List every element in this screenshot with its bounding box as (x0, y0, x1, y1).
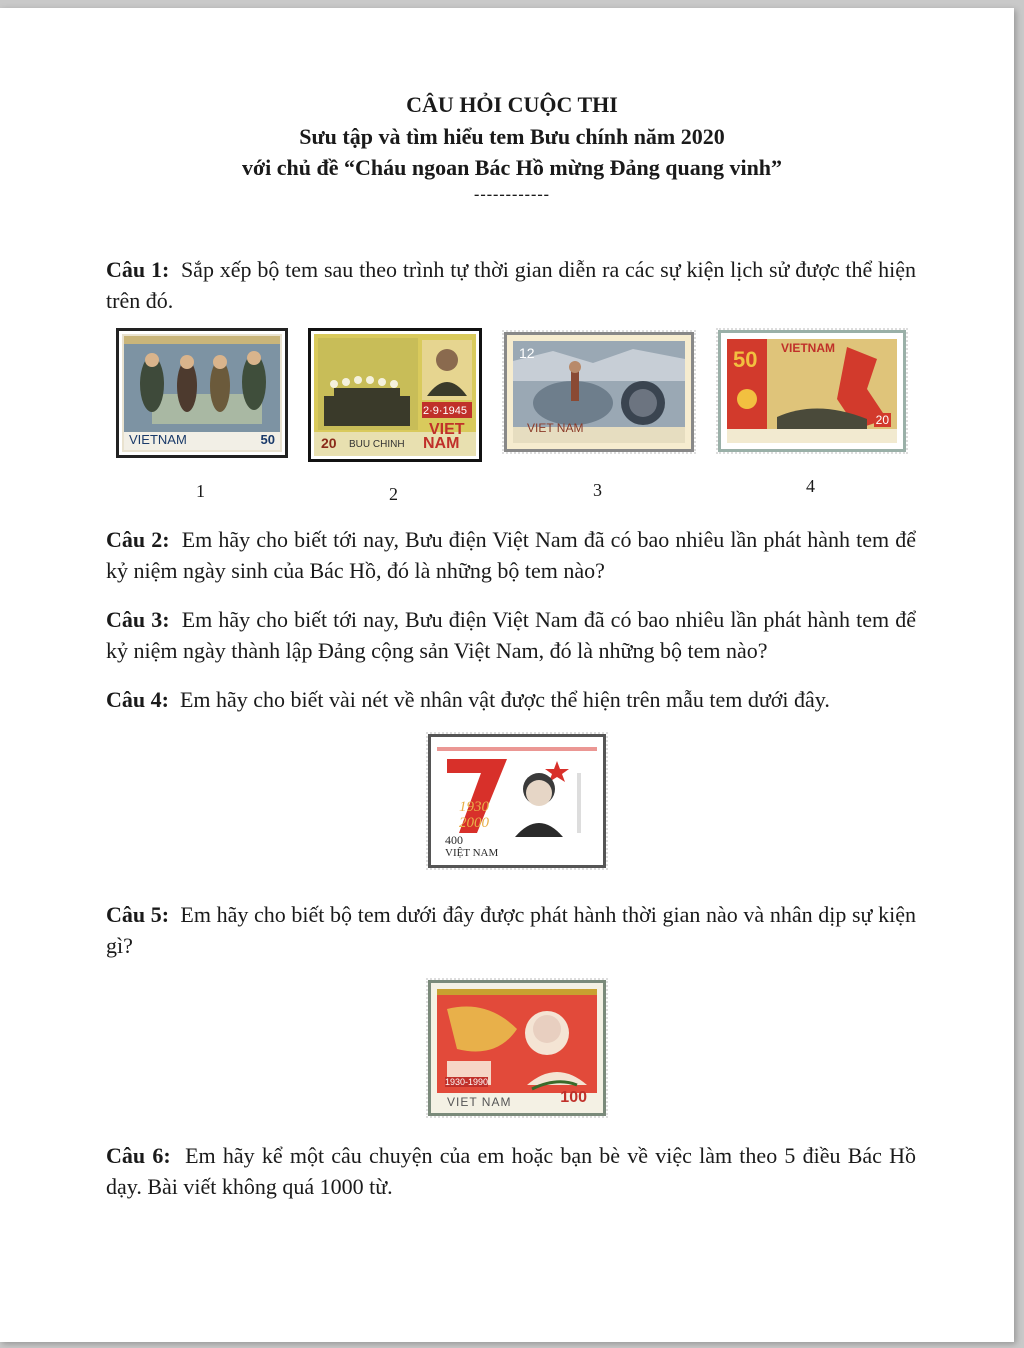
stamp-3 (504, 332, 694, 452)
question-text: Em hãy cho biết tới nay, Bưu điện Việt Nam đã có bao nhiêu lần phát hành tem để kỷ niệm ngày sinh của Bác Hồ, đó là những bộ tem nào? (106, 527, 916, 583)
question-4 (106, 684, 916, 715)
stamp-5-year-end: 2000 (459, 815, 489, 831)
stamp-2-caption: BUU CHINH (349, 439, 405, 450)
question-1 (106, 254, 916, 316)
stamp-2-value: 20 (321, 435, 337, 451)
stamp-2-number: 2 (389, 484, 398, 504)
question-text: Sắp xếp bộ tem sau theo trình tự thời gian diễn ra các sự kiện lịch sử được thể hiện trên đó. (106, 257, 917, 313)
stamp-5-country: VIỆT NAM (445, 847, 499, 859)
stamp-1-country: VIETNAM (129, 432, 187, 447)
doc-subtitle: Sưu tập và tìm hiểu tem Bưu chính năm 2020 (299, 124, 725, 149)
question-label: Câu 3: (106, 607, 170, 632)
question-label: Câu 5: (106, 902, 170, 927)
stamp-6-country: VIET NAM (447, 1095, 512, 1109)
question-3 (106, 604, 916, 666)
stamp-6-value: 100 (560, 1089, 587, 1106)
stamp-4-number: 4 (806, 476, 815, 496)
stamp-4 (718, 330, 906, 452)
doc-theme: với chủ đề “Cháu ngoan Bác Hồ mừng Đảng quang vinh” (241, 155, 783, 180)
stamp-4-value: 20 (875, 413, 889, 427)
question-label: Câu 4: (106, 687, 169, 712)
stamp-2-date: 2·9·1945 (423, 405, 468, 417)
question-text: Em hãy kể một câu chuyện của em hoặc bạn bè về việc làm theo 5 điều Bác Hồ dạy. Bài viết không quá 1000 từ. (106, 1143, 917, 1199)
question-label: Câu 2: (106, 527, 170, 552)
stamp-1-value: 50 (260, 432, 275, 447)
stamp-3-number: 3 (593, 480, 602, 500)
stamp-3-country: VIET NAM (527, 421, 584, 435)
stamp-6-years: 1930-1990 (445, 1077, 489, 1087)
title-separator: ------------ (474, 186, 550, 203)
stamp-5-value: 400 (445, 833, 463, 847)
stamp-2 (308, 328, 482, 462)
question-label: Câu 6: (106, 1143, 171, 1168)
question-text: Em hãy cho biết bộ tem dưới đây được phát hành thời gian nào và nhân dịp sự kiện gì? (106, 902, 917, 958)
stamp-4-country: VIETNAM (781, 341, 835, 355)
stamp-2-country-top: VIET (429, 421, 465, 438)
stamp-5 (428, 734, 606, 868)
stamp-2-country-bottom: NAM (423, 435, 460, 452)
question-6 (106, 1140, 916, 1202)
stamp-5-year-start: 1930 (459, 799, 489, 815)
doc-title: CÂU HỎI CUỘC THI (406, 92, 618, 117)
stamp-1 (116, 328, 288, 458)
question-5 (106, 899, 916, 961)
stamp-1-number: 1 (196, 481, 205, 501)
question-text: Em hãy cho biết vài nét về nhân vật được thể hiện trên mẫu tem dưới đây. (179, 687, 830, 712)
question-text: Em hãy cho biết tới nay, Bưu điện Việt Nam đã có bao nhiêu lần phát hành tem để kỷ niệm ngày thành lập Đảng cộng sản Việt Nam, đó là những bộ tem nào? (106, 607, 916, 663)
question-2 (106, 524, 916, 586)
stamp-6 (428, 980, 606, 1116)
question-label: Câu 1: (106, 257, 170, 282)
stamp-3-value: 12 (519, 345, 535, 361)
stamp-4-badge: 50 (733, 347, 758, 372)
